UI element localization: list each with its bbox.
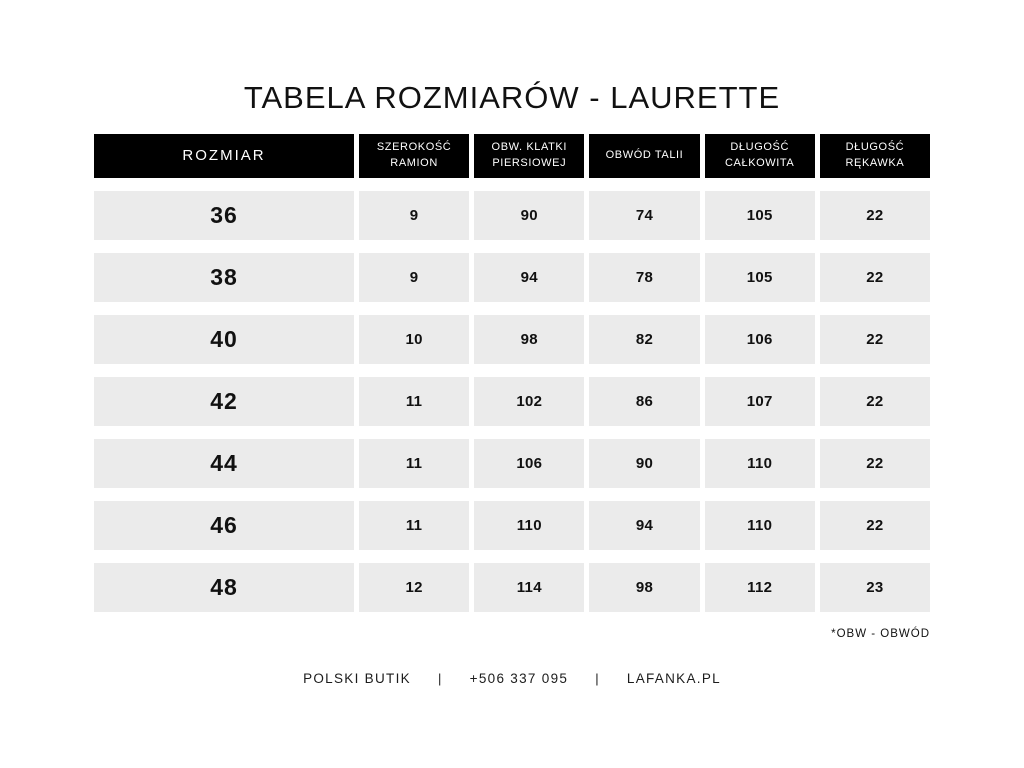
measurement-cell: 74 [589,191,699,240]
measurement-cell: 94 [589,501,699,550]
measurement-cell: 90 [589,439,699,488]
measurement-cell: 9 [359,253,469,302]
measurement-cell: 105 [705,191,815,240]
size-cell: 44 [94,439,354,488]
footer-shop-label: POLSKI BUTIK [303,671,411,686]
measurement-cell: 90 [474,191,584,240]
measurement-cell: 11 [359,501,469,550]
size-cell: 40 [94,315,354,364]
measurement-cell: 110 [705,439,815,488]
column-header-dlugosc-rekawka: DŁUGOŚĆ RĘKAWKA [820,134,930,178]
measurement-cell: 22 [820,253,930,302]
measurement-cell: 107 [705,377,815,426]
size-table [94,134,930,612]
measurement-cell: 22 [820,191,930,240]
measurement-cell: 102 [474,377,584,426]
measurement-cell: 22 [820,315,930,364]
size-cell: 36 [94,191,354,240]
column-header-obw-klatki-piersiowej: OBW. KLATKI PIERSIOWEJ [474,134,584,178]
measurement-cell: 11 [359,439,469,488]
column-header-obwod-talii: OBWÓD TALII [589,134,699,178]
footer [0,671,1024,686]
measurement-cell: 94 [474,253,584,302]
column-header-dlugosc-calkowita: DŁUGOŚĆ CAŁKOWITA [705,134,815,178]
footer-phone: +506 337 095 [469,671,569,686]
measurement-cell: 110 [705,501,815,550]
measurement-cell: 105 [705,253,815,302]
footer-divider: | [595,671,600,686]
measurement-cell: 86 [589,377,699,426]
size-cell: 38 [94,253,354,302]
column-header-rozmiar: ROZMIAR [94,134,354,178]
measurement-cell: 82 [589,315,699,364]
measurement-cell: 9 [359,191,469,240]
measurement-cell: 23 [820,563,930,612]
size-cell: 46 [94,501,354,550]
measurement-cell: 12 [359,563,469,612]
measurement-cell: 114 [474,563,584,612]
column-header-szerokosc-ramion: SZEROKOŚĆ RAMION [359,134,469,178]
footer-divider: | [437,671,443,686]
measurement-cell: 22 [820,439,930,488]
page-title: TABELA ROZMIARÓW - LAURETTE [243,80,781,115]
footer-website: LAFANKA.PL [626,671,721,686]
measurement-cell: 22 [820,501,930,550]
measurement-cell: 22 [820,377,930,426]
measurement-cell: 112 [705,563,815,612]
abbreviation-note: *OBW - OBWÓD [831,628,930,640]
measurement-cell: 10 [359,315,469,364]
measurement-cell: 106 [474,439,584,488]
measurement-cell: 78 [589,253,699,302]
measurement-cell: 106 [705,315,815,364]
measurement-cell: 98 [474,315,584,364]
measurement-cell: 110 [474,501,584,550]
measurement-cell: 98 [589,563,699,612]
size-cell: 42 [94,377,354,426]
size-cell: 48 [94,563,354,612]
measurement-cell: 11 [359,377,469,426]
